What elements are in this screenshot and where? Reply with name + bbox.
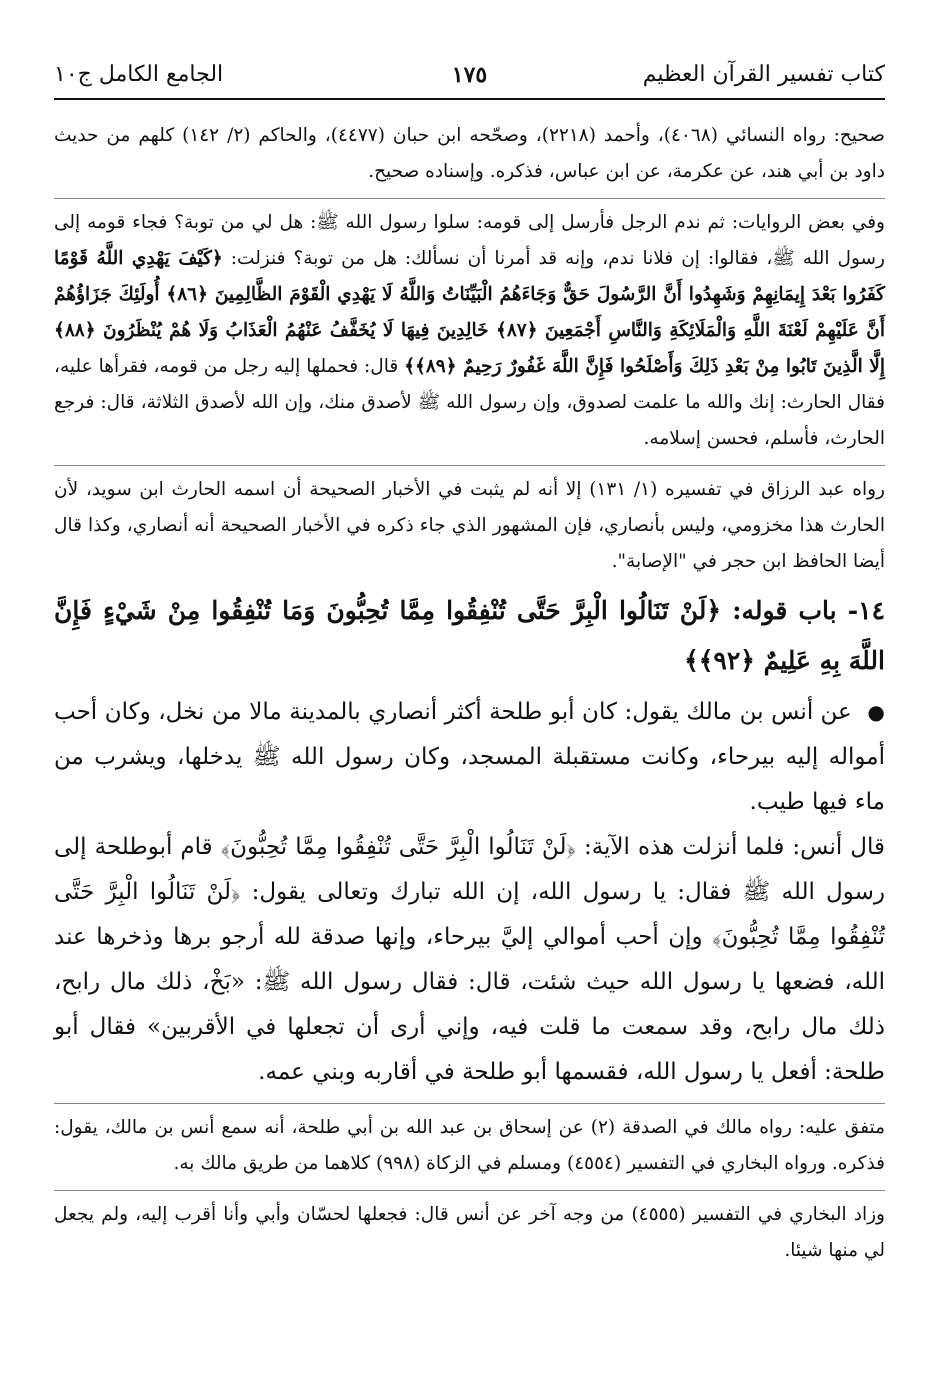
narration-ending: قال: فحملها إليه رجل من قومه، فقرأها عليه، فقال الحارث: إنك والله ما علمت لصدوق، وإن رسول الله ﷺ لأصدق منك، وإن الله لأصدق الثلاثة، قال: فرجع الحارث، فأسلم، فحسن إسلامه. — [54, 356, 885, 449]
narration-text: وفي بعض الروايات: ثم ندم الرجل فأرسل إلى قومه: سلوا رسول الله ﷺ: هل لي من توبة؟ فجاء قومه إلى رسول الله ﷺ، فقالوا: إن فلانا ندم، وإنه قد أمرنا أن نسألك: هل من توبة؟ فنزلت: — [54, 212, 885, 269]
commentary-paragraph: رواه عبد الرزاق في تفسيره (١/ ١٣١) إلا أنه لم يثبت في الأخبار الصحيحة أن اسمه الحارث ابن سويد، لأن الحارث هذا مخزومي، وليس بأنصاري، فإن المشهور الذي جاء ذكره في الأخبار الصحيحة أنه أنصاري، وكذا قال أيضا الحافظ ابن حجر في "الإصابة". — [54, 479, 885, 572]
series-title: الجامع الكامل ج١٠ — [54, 62, 224, 87]
hadith-continuation: قال أنس: فلما أنزلت هذه الآية: ﴿لَنْ تَنَالُوا الْبِرَّ حَتَّى تُنْفِقُوا مِمَّا تُحِبُّونَ﴾ قام أبوطلحة إلى رسول الله ﷺ فقال: يا رسول الله، إن الله تبارك وتعالى يقول: ﴿لَنْ تَنَالُوا الْبِرَّ حَتَّى تُنْفِقُوا مِمَّا تُحِبُّونَ﴾ وإن أحب أموالي إليَّ بيرحاء، وإنها صدقة لله أرجو برها وذخرها عند الله، فضعها يا رسول الله حيث شئت، قال: فقال رسول الله ﷺ: «بَخْ، ذلك مال رابح، ذلك مال رابح، وقد سمعت ما قلت فيه، وإني أرى أن تجعلها في الأقربين» فقال أبو طلحة: أفعل يا رسول الله، فقسمها أبو طلحة في أقاربه وبني عمه. — [54, 834, 885, 1085]
hadith-paragraph — [54, 690, 885, 825]
chapter-heading — [54, 586, 885, 686]
book-title: كتاب تفسير القرآن العظيم — [642, 62, 885, 87]
divider — [54, 465, 885, 466]
hadith-source-note: صحيح: رواه النسائي (٤٠٦٨)، وأحمد (٢٢١٨)، وصحّحه ابن حبان (٤٤٧٧)، والحاكم (٢/ ١٤٢) كلهم من حديث داود بن أبي هند، عن عكرمة، عن ابن عباس، فذكره. وإسناده صحيح. — [54, 125, 885, 182]
hadith-text: عن أنس بن مالك يقول: كان أبو طلحة أكثر أنصاري بالمدينة مالا من نخل، وكان أحب أمواله إليه بيرحاء، وكانت مستقبلة المسجد، وكان رسول الله ﷺ يدخلها، ويشرب من ماء فيها طيب. — [54, 699, 885, 815]
quran-verses-86-89: ﴿كَيْفَ يَهْدِي اللَّهُ قَوْمًا كَفَرُوا بَعْدَ إِيمَانِهِمْ وَشَهِدُوا أَنَّ الرَّسُولَ حَقٌّ وَجَاءَهُمُ الْبَيِّنَاتُ وَاللَّهُ لَا يَهْدِي الْقَوْمَ الظَّالِمِينَ ﴿٨٦﴾ أُولَئِكَ جَزَاؤُهُمْ أَنَّ عَلَيْهِمْ لَعْنَةَ اللَّهِ وَالْمَلَائِكَةِ وَالنَّاسِ أَجْمَعِينَ ﴿٨٧﴾ خَالِدِينَ فِيهَا لَا يُخَفَّفُ عَنْهُمُ الْعَذَابُ وَلَا هُمْ يُنْظَرُونَ ﴿٨٨﴾ إِلَّا الَّذِينَ تَابُوا مِنْ بَعْدِ ذَلِكَ وَأَصْلَحُوا فَإِنَّ اللَّهَ غَفُورٌ رَحِيمٌ ﴿٨٩﴾﴾ — [54, 248, 885, 377]
bullet-icon: ● — [867, 700, 886, 724]
divider — [54, 198, 885, 199]
narration-paragraph — [54, 205, 885, 457]
chapter-label: ١٤- باب قوله: — [732, 596, 885, 625]
page-header — [54, 54, 885, 100]
page-number: ١٧٥ — [451, 62, 488, 88]
page-content — [54, 118, 885, 1269]
additional-note: وزاد البخاري في التفسير (٤٥٥٥) من وجه آخر عن أنس قال: فجعلها لحسّان وأبي وأنا أقرب إليه، ولم يجعل لي منها شيئا. — [54, 1204, 885, 1261]
takhrij-note: متفق عليه: رواه مالك في الصدقة (٢) عن إسحاق بن عبد الله بن أبي طلحة، أنه سمع أنس بن مالك، يقول: فذكره. ورواه البخاري في التفسير (٤٥٥٤) ومسلم في الزكاة (٩٩٨) كلاهما من طريق مالك به. — [54, 1117, 885, 1174]
chapter-quran-verse: ﴿لَنْ تَنَالُوا الْبِرَّ حَتَّى تُنْفِقُوا مِمَّا تُحِبُّونَ وَمَا تُنْفِقُوا مِنْ شَيْءٍ فَإِنَّ اللَّهَ بِهِ عَلِيمٌ ﴿٩٢﴾﴾ — [54, 596, 885, 675]
divider — [54, 1103, 885, 1104]
divider — [54, 1190, 885, 1191]
